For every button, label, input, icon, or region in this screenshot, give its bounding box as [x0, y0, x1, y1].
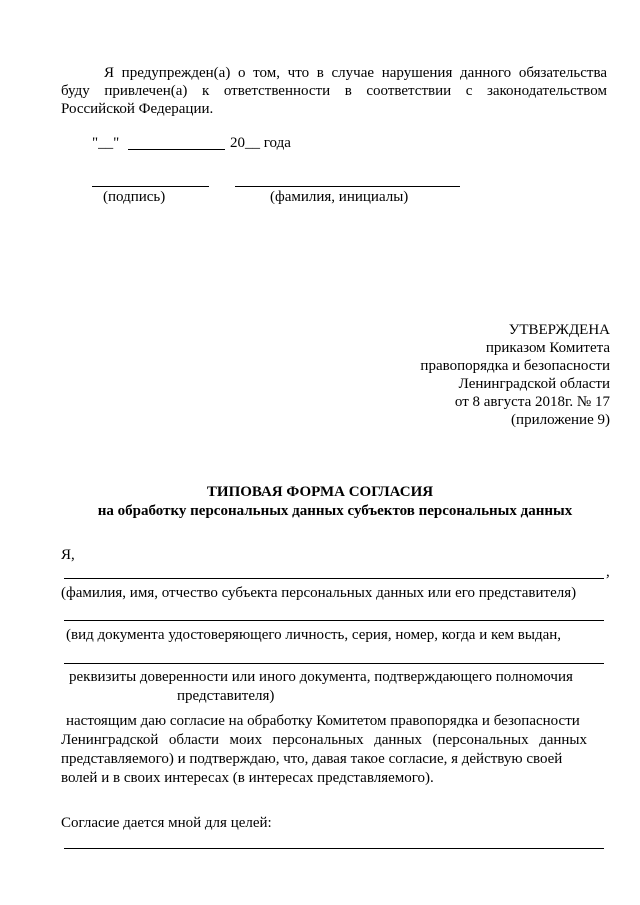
rep-line [64, 663, 604, 664]
fio-comma: , [606, 564, 610, 580]
date-day-field: "__" [92, 135, 120, 151]
signature-line [92, 186, 209, 187]
form-subtitle: на обработку персональных данных субъектов персональных данных [97, 503, 573, 519]
warning-line-3: Российской Федерации. [61, 101, 214, 117]
consent-line-1: настоящим даю согласие на обработку Комитетом правопорядка и безопасности [66, 713, 580, 729]
date-month-blank [128, 149, 225, 150]
approval-line-2: приказом Комитета [485, 340, 610, 356]
rep-caption-1: реквизиты доверенности или иного документа, подтверждающего полномочия [69, 669, 573, 685]
approval-line-3: правопорядка и безопасности [420, 358, 610, 374]
fio-line [64, 578, 604, 579]
form-title: ТИПОВАЯ ФОРМА СОГЛАСИЯ [206, 484, 434, 500]
consent-line-3: представляемого) и подтверждаю, что, давая такое согласие, я действую своей [61, 751, 563, 767]
warning-line-2: буду привлечен(а) к ответственности в соответствии с законодательством [61, 83, 607, 99]
approval-line-4: Ленинградской области [458, 376, 610, 392]
signature-caption: (подпись) [103, 189, 166, 205]
name-line [235, 186, 460, 187]
name-caption: (фамилия, инициалы) [270, 189, 409, 205]
i-label: Я, [61, 547, 75, 563]
warning-line-1: Я предупрежден(а) о том, что в случае нарушения данного обязательства [104, 65, 607, 81]
approval-line-6: (приложение 9) [511, 412, 610, 428]
rep-caption-2: представителя) [177, 688, 275, 704]
purposes-line [64, 848, 604, 849]
consent-line-4: волей и в своих интересах (в интересах представляемого). [61, 770, 434, 786]
approval-title: УТВЕРЖДЕНА [508, 322, 610, 338]
purposes-label: Согласие дается мной для целей: [61, 815, 272, 831]
approval-line-5: от 8 августа 2018г. № 17 [454, 394, 610, 410]
doc-line [64, 620, 604, 621]
fio-caption: (фамилия, имя, отчество субъекта персональных данных или его представителя) [61, 585, 577, 601]
consent-line-2: Ленинградской области моих персональных данных (персональных данных [61, 732, 587, 748]
date-year-field: 20__ года [230, 135, 291, 151]
approval-block [420, 321, 610, 429]
doc-caption: (вид документа удостоверяющего личность, серия, номер, когда и кем выдан, [66, 627, 562, 643]
